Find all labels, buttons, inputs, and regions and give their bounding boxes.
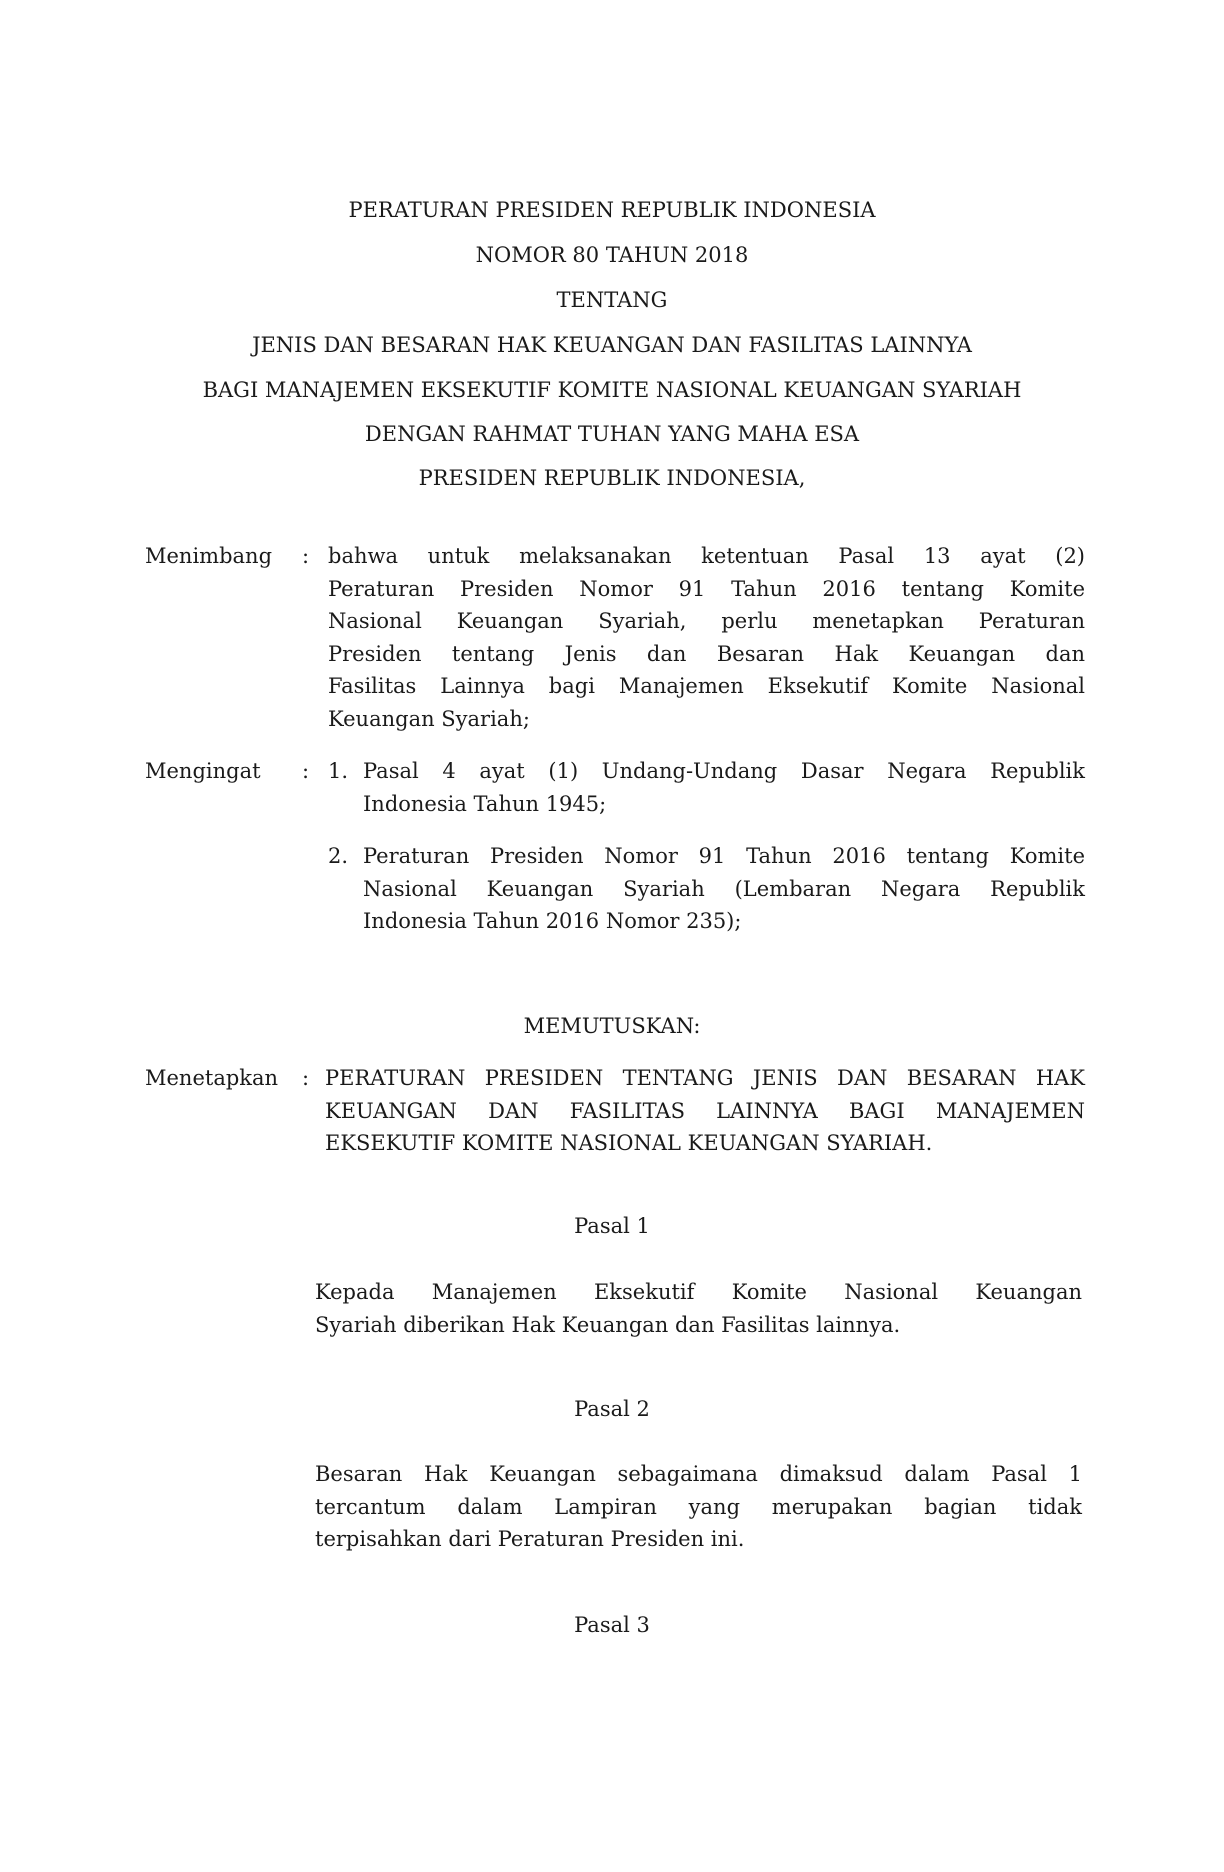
- pasal-1-line: Syariah diberikan Hak Keuangan dan Fasilitas lainnya.: [315, 1312, 901, 1337]
- pasal-1-heading: Pasal 1: [574, 1214, 650, 1238]
- pasal-1-body: [315, 1276, 1082, 1341]
- title-regulation: PERATURAN PRESIDEN REPUBLIK INDONESIA: [348, 198, 876, 222]
- mengingat-item-1: [363, 755, 1085, 820]
- menimbang-colon: :: [302, 544, 310, 568]
- mengingat-item-line: Indonesia Tahun 1945;: [363, 791, 607, 816]
- title-subject-1: JENIS DAN BESARAN HAK KEUANGAN DAN FASILITAS LAINNYA: [252, 333, 972, 357]
- menimbang-line: Peraturan Presiden Nomor 91 Tahun 2016 tentang Komite: [328, 576, 1085, 601]
- menimbang-body: [328, 540, 1085, 735]
- menetapkan-line: KEUANGAN DAN FASILITAS LAINNYA BAGI MANAJEMEN: [325, 1098, 1085, 1123]
- menimbang-line: Keuangan Syariah;: [328, 706, 530, 731]
- pasal-2-heading: Pasal 2: [574, 1397, 650, 1421]
- menimbang-line: Fasilitas Lainnya bagi Manajemen Eksekutif Komite Nasional: [328, 674, 1085, 698]
- menetapkan-line: PERATURAN PRESIDEN TENTANG JENIS DAN BESARAN HAK: [325, 1066, 1085, 1090]
- menetapkan-colon: :: [302, 1066, 310, 1090]
- mengingat-label: Mengingat: [145, 759, 261, 783]
- title-subject-2: BAGI MANAJEMEN EKSEKUTIF KOMITE NASIONAL KEUANGAN SYARIAH: [202, 378, 1022, 402]
- title-tentang: TENTANG: [556, 288, 668, 312]
- pasal-3-heading: Pasal 3: [574, 1613, 650, 1637]
- title-president: PRESIDEN REPUBLIK INDONESIA,: [418, 466, 806, 490]
- menetapkan-body: [325, 1062, 1085, 1160]
- mengingat-item-line: Pasal 4 ayat (1) Undang-Undang Dasar Negara Republik: [363, 759, 1085, 783]
- menimbang-line: bahwa untuk melaksanakan ketentuan Pasal 13 ayat (2): [328, 544, 1085, 568]
- menetapkan-line: EKSEKUTIF KOMITE NASIONAL KEUANGAN SYARIAH.: [325, 1131, 933, 1155]
- pasal-1-line: Kepada Manajemen Eksekutif Komite Nasional Keuangan: [315, 1280, 1082, 1304]
- section-menetapkan: [145, 1062, 1085, 1172]
- pasal-2-line: Besaran Hak Keuangan sebagaimana dimaksud dalam Pasal 1: [315, 1462, 1082, 1486]
- mengingat-item-line: Peraturan Presiden Nomor 91 Tahun 2016 tentang Komite: [363, 844, 1085, 868]
- menetapkan-label: Menetapkan: [145, 1066, 279, 1090]
- mengingat-item-line: Nasional Keuangan Syariah (Lembaran Negara Republik: [363, 876, 1085, 901]
- memutuskan-heading: MEMUTUSKAN:: [523, 1014, 701, 1038]
- title-number: NOMOR 80 TAHUN 2018: [475, 243, 749, 267]
- mengingat-item-number: 2.: [328, 844, 349, 868]
- mengingat-item-number: 1.: [328, 759, 349, 783]
- menimbang-line: Nasional Keuangan Syariah, perlu menetapkan Peraturan: [328, 609, 1085, 633]
- mengingat-item-line: Indonesia Tahun 2016 Nomor 235);: [363, 909, 742, 933]
- section-menimbang: [145, 540, 1085, 740]
- pasal-2-body: [315, 1458, 1082, 1556]
- menimbang-label: Menimbang: [145, 544, 273, 568]
- title-invocation: DENGAN RAHMAT TUHAN YANG MAHA ESA: [364, 422, 860, 446]
- pasal-2-line: terpisahkan dari Peraturan Presiden ini.: [315, 1527, 745, 1551]
- pasal-2-line: tercantum dalam Lampiran yang merupakan bagian tidak: [315, 1494, 1082, 1519]
- mengingat-colon: :: [302, 759, 310, 783]
- menimbang-line: Presiden tentang Jenis dan Besaran Hak Keuangan dan: [328, 641, 1085, 666]
- mengingat-item-2: [363, 840, 1085, 938]
- section-mengingat: [145, 755, 1085, 935]
